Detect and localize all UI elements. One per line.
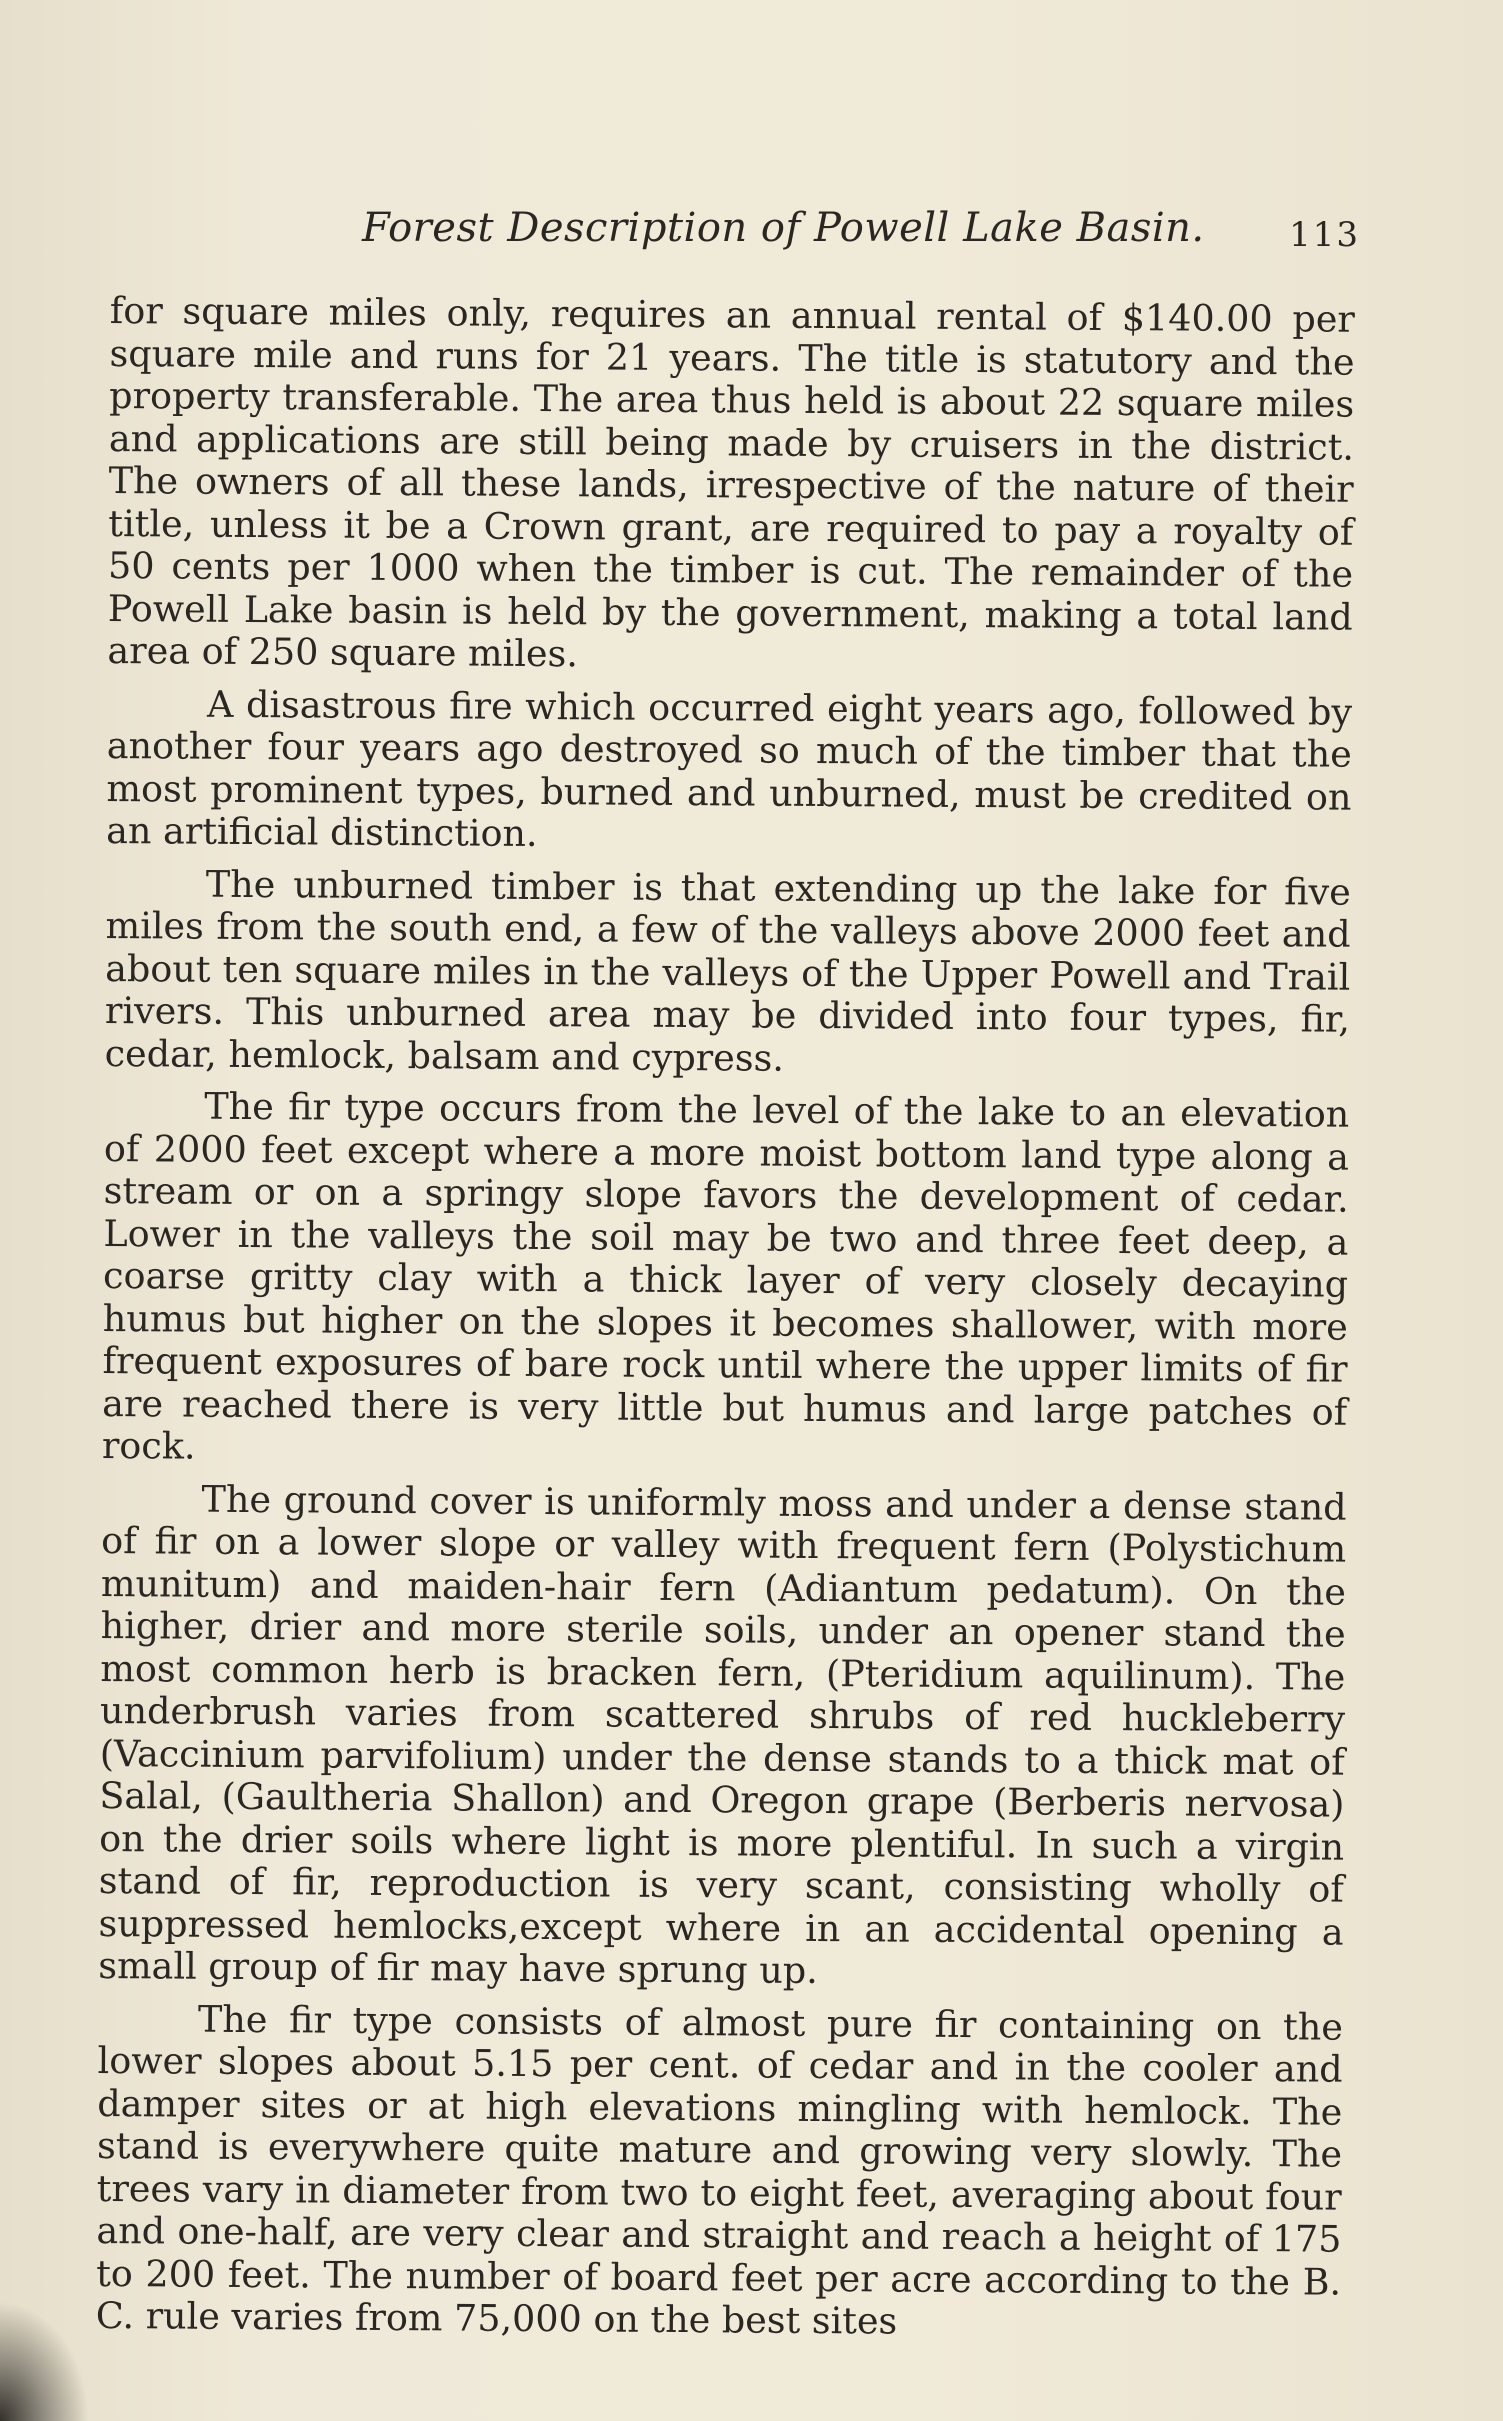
page-corner-shadow <box>0 2301 90 2421</box>
running-title: Forest Description of Powell Lake Basin. <box>362 205 1205 251</box>
paragraph-fir-type: The fir type occurs from the level of the lake to an elevation of 2000 feet except where a more moist bottom land type along a stream or on a springy slope favors the development of cedar. Lower in the valleys the soil may be two and three feet deep, a coarse gritty clay with a thick layer of very closely decaying humus but higher on the slopes it becomes shallower, with more frequent exposures of bare rock until where the upper limits of fir are reached there is very little but humus and large patches of rock. <box>101 1084 1350 1468</box>
paragraph-ground-cover: The ground cover is uniformly moss and under a dense stand of fir on a lower slope or valley with frequent fern (Polystichum munitum) and maiden-hair fern (Adiantum pedatum). On the higher, drier and more sterile soils, under an opener stand the most common herb is bracken fern, (Pteridium aquilinum). The underbrush varies from scattered shrubs of red huckleberry (Vaccinium parvifolium) under the dense stands to a thick mat of Salal, (Gaultheria Shallon) and Oregon grape (Berberis nervosa) on the drier soils where light is more plentiful. In such a virgin stand of fir, reproduction is very scant, consisting wholly of suppressed hemlocks,except where in an accidental opening a small group of fir may have sprung up. <box>98 1477 1347 1992</box>
paragraph-fire: A disastrous fire which occurred eight years ago, followed by another four years ago destroyed so much of the timber that the most prominent types, burned and unburned, must be credited on an artificial distinction. <box>106 682 1353 855</box>
page-header <box>350 195 1360 265</box>
paragraph-unburned-timber: The unburned timber is that extending up the lake for five miles from the south end, a few of the valleys above 2000 feet and about ten square miles in the valleys of the Upper Powell and Trail rivers. This unburned area may be divided into four types, fir, cedar, hemlock, balsam and cypress. <box>104 862 1351 1080</box>
paragraph-fir-composition: The fir type consists of almost pure fir containing on the lower slopes about 5.15 per cent. of cedar and in the cooler and damper sites or at high elevations mingling with hemlock. The stand is everywhere quite mature and growing very slowly. The trees vary in diameter from two to eight feet, averaging about four and one-half, are very clear and straight and reach a height of 175 to 200 feet. The number of board feet per acre according to the B. C. rule varies from 75,000 on the best sites <box>95 1997 1344 2343</box>
paragraph-continued: for square miles only, requires an annual rental of $140.00 per square mile and runs for 21 years. The title is statutory and the property transferable. The area thus held is about 22 square miles and applications are still being made by cruisers in the district. The owners of all these lands, irrespective of the nature of their title, unless it be a Crown grant, are required to pay a royalty of 50 cents per 1000 when the timber is cut. The remainder of the Powell Lake basin is held by the government, making a total land area of 250 square miles. <box>107 289 1355 676</box>
body-text <box>96 290 1355 2349</box>
page-number: 113 <box>1289 215 1360 255</box>
